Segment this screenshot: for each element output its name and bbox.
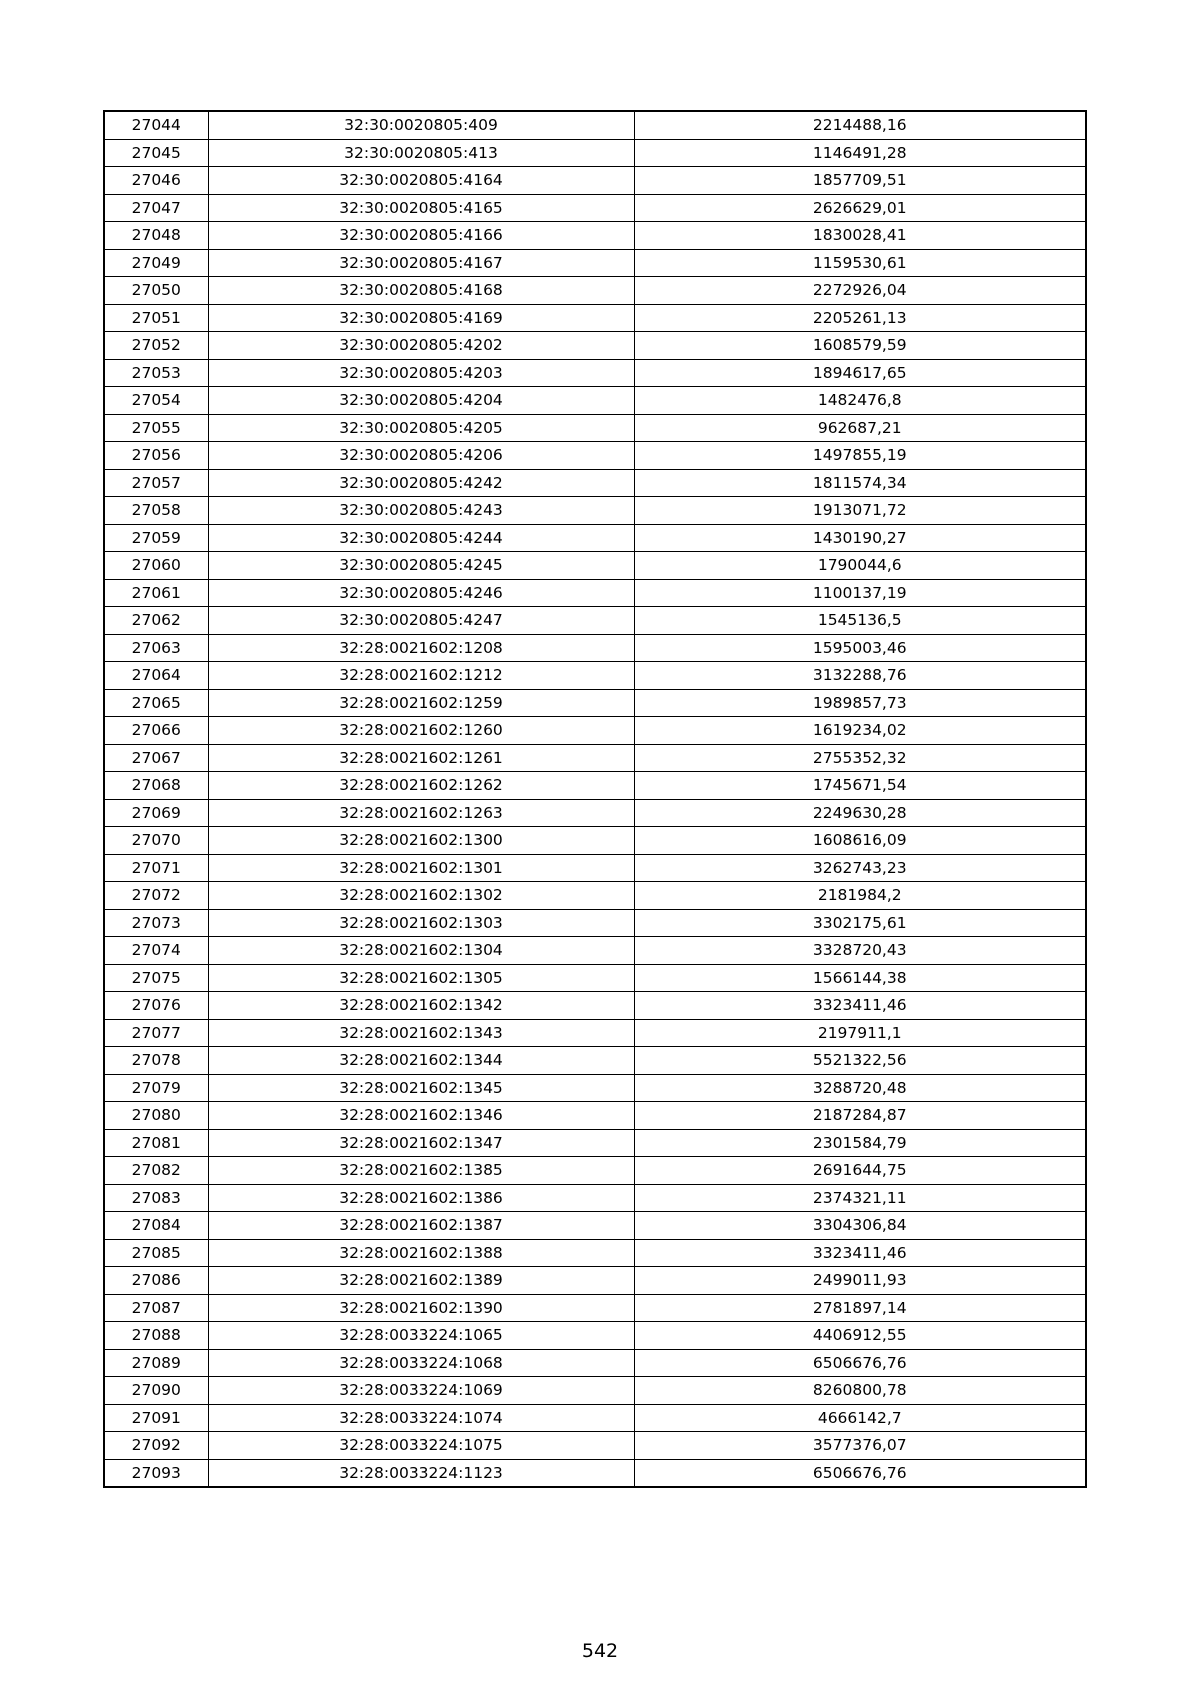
cadastral-value-cell: 2755352,32 — [634, 744, 1086, 772]
row-number-cell: 27057 — [104, 469, 208, 497]
cadastral-value-cell: 1430190,27 — [634, 524, 1086, 552]
row-number-cell: 27080 — [104, 1102, 208, 1130]
cadastral-value-cell: 2691644,75 — [634, 1157, 1086, 1185]
table-body — [104, 111, 1086, 1487]
row-number-cell: 27072 — [104, 882, 208, 910]
row-number-cell: 27082 — [104, 1157, 208, 1185]
row-number-cell: 27047 — [104, 194, 208, 222]
table-row — [104, 1404, 1086, 1432]
row-number-cell: 27069 — [104, 799, 208, 827]
cadastral-value-cell: 1100137,19 — [634, 579, 1086, 607]
table-row — [104, 1074, 1086, 1102]
table-row — [104, 1377, 1086, 1405]
cadastral-number-cell: 32:30:0020805:4166 — [208, 222, 634, 250]
table-row — [104, 277, 1086, 305]
cadastral-number-cell: 32:28:0021602:1347 — [208, 1129, 634, 1157]
cadastral-value-cell: 1146491,28 — [634, 139, 1086, 167]
table-row — [104, 1212, 1086, 1240]
row-number-cell: 27078 — [104, 1047, 208, 1075]
table-row — [104, 1432, 1086, 1460]
cadastral-number-cell: 32:28:0021602:1388 — [208, 1239, 634, 1267]
cadastral-value-cell: 1595003,46 — [634, 634, 1086, 662]
table-row — [104, 744, 1086, 772]
row-number-cell: 27050 — [104, 277, 208, 305]
row-number-cell: 27049 — [104, 249, 208, 277]
row-number-cell: 27087 — [104, 1294, 208, 1322]
table-row — [104, 662, 1086, 690]
cadastral-number-cell: 32:30:0020805:4244 — [208, 524, 634, 552]
row-number-cell: 27090 — [104, 1377, 208, 1405]
row-number-cell: 27061 — [104, 579, 208, 607]
cadastral-value-cell: 962687,21 — [634, 414, 1086, 442]
table-row — [104, 1239, 1086, 1267]
cadastral-number-cell: 32:28:0021602:1262 — [208, 772, 634, 800]
row-number-cell: 27052 — [104, 332, 208, 360]
cadastral-number-cell: 32:28:0021602:1263 — [208, 799, 634, 827]
cadastral-number-cell: 32:28:0021602:1208 — [208, 634, 634, 662]
row-number-cell: 27074 — [104, 937, 208, 965]
table-row — [104, 937, 1086, 965]
row-number-cell: 27068 — [104, 772, 208, 800]
cadastral-number-cell: 32:28:0021602:1304 — [208, 937, 634, 965]
table-row — [104, 111, 1086, 139]
cadastral-number-cell: 32:28:0021602:1302 — [208, 882, 634, 910]
table-row — [104, 139, 1086, 167]
cadastral-value-cell: 2214488,16 — [634, 111, 1086, 139]
cadastral-value-cell: 1830028,41 — [634, 222, 1086, 250]
row-number-cell: 27091 — [104, 1404, 208, 1432]
cadastral-number-cell: 32:30:0020805:4164 — [208, 167, 634, 195]
row-number-cell: 27055 — [104, 414, 208, 442]
cadastral-value-cell: 2781897,14 — [634, 1294, 1086, 1322]
table-row — [104, 1184, 1086, 1212]
row-number-cell: 27075 — [104, 964, 208, 992]
cadastral-value-cell: 4666142,7 — [634, 1404, 1086, 1432]
cadastral-value-cell: 2249630,28 — [634, 799, 1086, 827]
row-number-cell: 27067 — [104, 744, 208, 772]
cadastral-number-cell: 32:28:0021602:1343 — [208, 1019, 634, 1047]
cadastral-number-cell: 32:28:0033224:1069 — [208, 1377, 634, 1405]
row-number-cell: 27059 — [104, 524, 208, 552]
row-number-cell: 27051 — [104, 304, 208, 332]
row-number-cell: 27084 — [104, 1212, 208, 1240]
table-row — [104, 799, 1086, 827]
cadastral-value-cell: 2187284,87 — [634, 1102, 1086, 1130]
table-row — [104, 1157, 1086, 1185]
row-number-cell: 27070 — [104, 827, 208, 855]
cadastral-value-cell: 3132288,76 — [634, 662, 1086, 690]
row-number-cell: 27071 — [104, 854, 208, 882]
cadastral-value-cell: 1545136,5 — [634, 607, 1086, 635]
cadastral-number-cell: 32:30:0020805:4168 — [208, 277, 634, 305]
cadastral-value-cell: 3328720,43 — [634, 937, 1086, 965]
row-number-cell: 27089 — [104, 1349, 208, 1377]
row-number-cell: 27063 — [104, 634, 208, 662]
table-row — [104, 1102, 1086, 1130]
table-row — [104, 1294, 1086, 1322]
cadastral-value-cell: 3262743,23 — [634, 854, 1086, 882]
cadastral-value-cell: 2301584,79 — [634, 1129, 1086, 1157]
cadastral-number-cell: 32:30:0020805:4247 — [208, 607, 634, 635]
row-number-cell: 27088 — [104, 1322, 208, 1350]
row-number-cell: 27064 — [104, 662, 208, 690]
cadastral-value-cell: 5521322,56 — [634, 1047, 1086, 1075]
table-row — [104, 1322, 1086, 1350]
table-row — [104, 772, 1086, 800]
row-number-cell: 27083 — [104, 1184, 208, 1212]
cadastral-number-cell: 32:30:0020805:4165 — [208, 194, 634, 222]
row-number-cell: 27086 — [104, 1267, 208, 1295]
cadastral-number-cell: 32:28:0033224:1068 — [208, 1349, 634, 1377]
table-row — [104, 964, 1086, 992]
table-row — [104, 854, 1086, 882]
row-number-cell: 27046 — [104, 167, 208, 195]
row-number-cell: 27077 — [104, 1019, 208, 1047]
cadastral-value-cell: 3323411,46 — [634, 992, 1086, 1020]
cadastral-number-cell: 32:28:0033224:1075 — [208, 1432, 634, 1460]
cadastral-number-cell: 32:30:0020805:4242 — [208, 469, 634, 497]
cadastral-number-cell: 32:28:0021602:1385 — [208, 1157, 634, 1185]
table-row — [104, 882, 1086, 910]
cadastral-number-cell: 32:30:0020805:4167 — [208, 249, 634, 277]
table-row — [104, 717, 1086, 745]
cadastral-value-cell: 2499011,93 — [634, 1267, 1086, 1295]
table-row — [104, 1019, 1086, 1047]
row-number-cell: 27093 — [104, 1459, 208, 1487]
cadastral-value-cell: 2205261,13 — [634, 304, 1086, 332]
table-row — [104, 607, 1086, 635]
row-number-cell: 27092 — [104, 1432, 208, 1460]
cadastral-number-cell: 32:28:0021602:1259 — [208, 689, 634, 717]
cadastral-number-cell: 32:30:0020805:409 — [208, 111, 634, 139]
row-number-cell: 27079 — [104, 1074, 208, 1102]
row-number-cell: 27054 — [104, 387, 208, 415]
cadastral-number-cell: 32:28:0033224:1065 — [208, 1322, 634, 1350]
table-row — [104, 552, 1086, 580]
cadastral-number-cell: 32:28:0021602:1345 — [208, 1074, 634, 1102]
cadastral-number-cell: 32:28:0021602:1301 — [208, 854, 634, 882]
row-number-cell: 27060 — [104, 552, 208, 580]
cadastral-value-cell: 2197911,1 — [634, 1019, 1086, 1047]
cadastral-number-cell: 32:30:0020805:4169 — [208, 304, 634, 332]
row-number-cell: 27066 — [104, 717, 208, 745]
row-number-cell: 27053 — [104, 359, 208, 387]
cadastral-value-cell: 1608579,59 — [634, 332, 1086, 360]
table-row — [104, 359, 1086, 387]
cadastral-value-cell: 2181984,2 — [634, 882, 1086, 910]
cadastral-value-cell: 1857709,51 — [634, 167, 1086, 195]
table-row — [104, 1349, 1086, 1377]
cadastral-number-cell: 32:28:0021602:1261 — [208, 744, 634, 772]
row-number-cell: 27065 — [104, 689, 208, 717]
row-number-cell: 27056 — [104, 442, 208, 470]
cadastral-number-cell: 32:28:0021602:1346 — [208, 1102, 634, 1130]
cadastral-number-cell: 32:30:0020805:413 — [208, 139, 634, 167]
table-row — [104, 194, 1086, 222]
cadastral-number-cell: 32:28:0021602:1386 — [208, 1184, 634, 1212]
table-row — [104, 827, 1086, 855]
table-row — [104, 414, 1086, 442]
row-number-cell: 27076 — [104, 992, 208, 1020]
cadastral-number-cell: 32:28:0021602:1387 — [208, 1212, 634, 1240]
table-row — [104, 1129, 1086, 1157]
table-row — [104, 909, 1086, 937]
row-number-cell: 27044 — [104, 111, 208, 139]
cadastral-value-table — [103, 110, 1087, 1488]
table-row — [104, 1047, 1086, 1075]
table-row — [104, 469, 1086, 497]
table-row — [104, 249, 1086, 277]
cadastral-value-cell: 4406912,55 — [634, 1322, 1086, 1350]
table-row — [104, 222, 1086, 250]
table-row — [104, 992, 1086, 1020]
cadastral-value-cell: 1913071,72 — [634, 497, 1086, 525]
table-row — [104, 689, 1086, 717]
cadastral-value-cell: 2626629,01 — [634, 194, 1086, 222]
cadastral-number-cell: 32:28:0021602:1342 — [208, 992, 634, 1020]
cadastral-number-cell: 32:28:0021602:1344 — [208, 1047, 634, 1075]
table-row — [104, 634, 1086, 662]
cadastral-value-cell: 1497855,19 — [634, 442, 1086, 470]
cadastral-value-cell: 2272926,04 — [634, 277, 1086, 305]
cadastral-value-cell: 1159530,61 — [634, 249, 1086, 277]
table-row — [104, 1459, 1086, 1487]
row-number-cell: 27081 — [104, 1129, 208, 1157]
cadastral-number-cell: 32:28:0021602:1389 — [208, 1267, 634, 1295]
cadastral-value-cell: 3323411,46 — [634, 1239, 1086, 1267]
table-row — [104, 332, 1086, 360]
cadastral-value-cell: 1811574,34 — [634, 469, 1086, 497]
cadastral-value-cell: 1619234,02 — [634, 717, 1086, 745]
table-row — [104, 167, 1086, 195]
cadastral-value-cell: 3302175,61 — [634, 909, 1086, 937]
table-row — [104, 1267, 1086, 1295]
table-row — [104, 304, 1086, 332]
cadastral-value-cell: 2374321,11 — [634, 1184, 1086, 1212]
row-number-cell: 27058 — [104, 497, 208, 525]
row-number-cell: 27045 — [104, 139, 208, 167]
cadastral-number-cell: 32:28:0021602:1303 — [208, 909, 634, 937]
cadastral-number-cell: 32:30:0020805:4205 — [208, 414, 634, 442]
row-number-cell: 27073 — [104, 909, 208, 937]
cadastral-number-cell: 32:28:0033224:1123 — [208, 1459, 634, 1487]
cadastral-number-cell: 32:28:0033224:1074 — [208, 1404, 634, 1432]
cadastral-value-cell: 8260800,78 — [634, 1377, 1086, 1405]
row-number-cell: 27085 — [104, 1239, 208, 1267]
cadastral-number-cell: 32:28:0021602:1390 — [208, 1294, 634, 1322]
cadastral-number-cell: 32:28:0021602:1300 — [208, 827, 634, 855]
cadastral-number-cell: 32:30:0020805:4203 — [208, 359, 634, 387]
table-row — [104, 579, 1086, 607]
row-number-cell: 27062 — [104, 607, 208, 635]
cadastral-value-cell: 3288720,48 — [634, 1074, 1086, 1102]
cadastral-number-cell: 32:28:0021602:1260 — [208, 717, 634, 745]
table-row — [104, 442, 1086, 470]
table-row — [104, 387, 1086, 415]
cadastral-number-cell: 32:28:0021602:1212 — [208, 662, 634, 690]
cadastral-value-cell: 1989857,73 — [634, 689, 1086, 717]
table-row — [104, 524, 1086, 552]
row-number-cell: 27048 — [104, 222, 208, 250]
cadastral-number-cell: 32:28:0021602:1305 — [208, 964, 634, 992]
cadastral-value-cell: 1482476,8 — [634, 387, 1086, 415]
cadastral-value-cell: 6506676,76 — [634, 1459, 1086, 1487]
cadastral-number-cell: 32:30:0020805:4206 — [208, 442, 634, 470]
cadastral-number-cell: 32:30:0020805:4202 — [208, 332, 634, 360]
cadastral-value-cell: 1566144,38 — [634, 964, 1086, 992]
cadastral-number-cell: 32:30:0020805:4243 — [208, 497, 634, 525]
cadastral-value-cell: 3304306,84 — [634, 1212, 1086, 1240]
table-row — [104, 497, 1086, 525]
cadastral-value-cell: 1608616,09 — [634, 827, 1086, 855]
cadastral-number-cell: 32:30:0020805:4246 — [208, 579, 634, 607]
cadastral-value-cell: 3577376,07 — [634, 1432, 1086, 1460]
cadastral-number-cell: 32:30:0020805:4245 — [208, 552, 634, 580]
page-number: 542 — [581, 1640, 619, 1662]
cadastral-number-cell: 32:30:0020805:4204 — [208, 387, 634, 415]
cadastral-value-cell: 1790044,6 — [634, 552, 1086, 580]
cadastral-value-cell: 1745671,54 — [634, 772, 1086, 800]
cadastral-value-cell: 1894617,65 — [634, 359, 1086, 387]
cadastral-value-cell: 6506676,76 — [634, 1349, 1086, 1377]
